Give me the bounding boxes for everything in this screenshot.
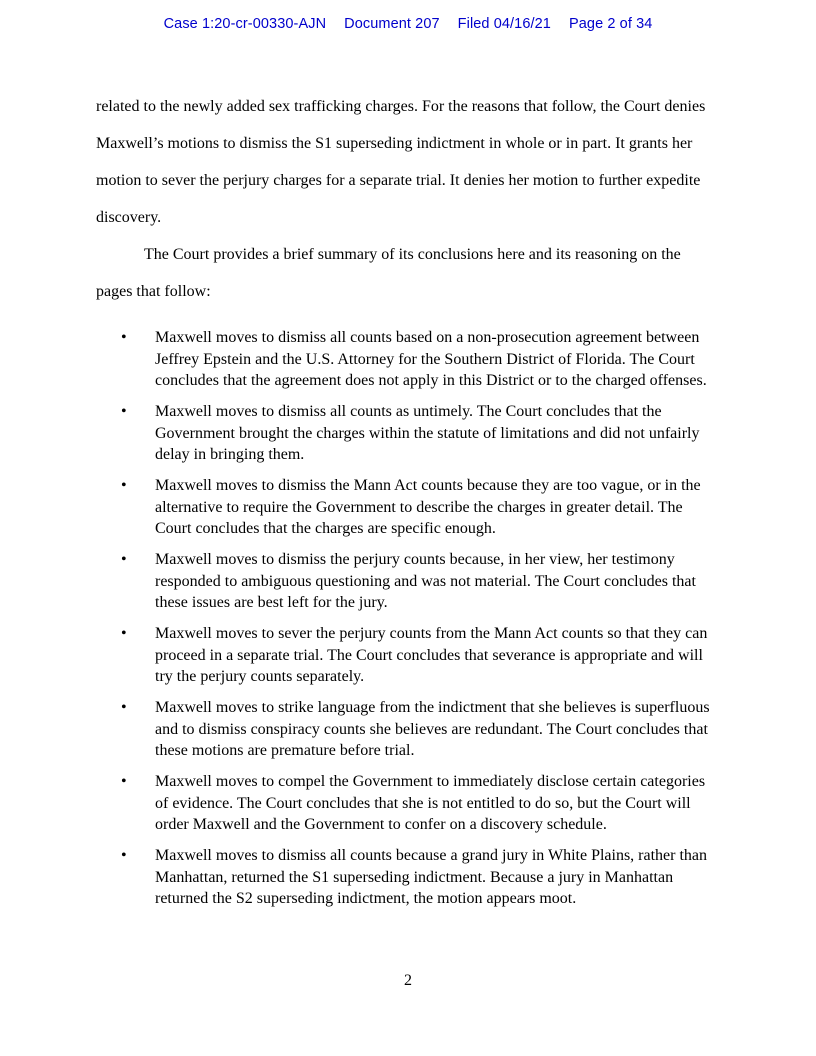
bullet-item-untimely: • Maxwell moves to dismiss all counts as untimely. The Court concludes that the Government brought the charges within the statute of limitations and did not unfairly delay in bringing them. bbox=[96, 401, 714, 466]
bullet-item-mann-act: • Maxwell moves to dismiss the Mann Act counts because they are too vague, or in the alternative to require the Government to describe the charges in greater detail. The Court concludes that the charges are specific enough. bbox=[96, 475, 714, 540]
conclusions-bullet-list bbox=[96, 327, 714, 910]
page-number: 2 bbox=[404, 972, 412, 989]
bullet-item-grand-jury: • Maxwell moves to dismiss all counts because a grand jury in White Plains, rather than Manhattan, returned the S1 superseding indictment. Because a jury in Manhattan returned the S2 superseding indictment, the motion appears moot. bbox=[96, 845, 714, 910]
paragraph-summary-intro: The Court provides a brief summary of its conclusions here and its reasoning on the pages that follow: bbox=[96, 246, 681, 300]
stamp-filed-date: Filed 04/16/21 bbox=[457, 16, 551, 32]
bullet-item-sever: • Maxwell moves to sever the perjury counts from the Mann Act counts so that they can proceed in a separate trial. The Court concludes that severance is appropriate and will try the perjury counts separately. bbox=[96, 623, 714, 688]
stamp-document-number: Document 207 bbox=[344, 16, 440, 32]
bullet-item-perjury-dismiss: • Maxwell moves to dismiss the perjury counts because, in her view, her testimony responded to ambiguous questioning and was not material. The Court concludes that these issues are best left for the jury. bbox=[96, 549, 714, 614]
case-stamp-header bbox=[0, 16, 816, 32]
bullet-item-strike-language: • Maxwell moves to strike language from the indictment that she believes is superfluous and to dismiss conspiracy counts she believes are redundant. The Court concludes that these motions are premature before trial. bbox=[96, 697, 714, 762]
document-body bbox=[96, 88, 714, 919]
stamp-page-count: Page 2 of 34 bbox=[568, 16, 653, 32]
bullet-item-npa: • Maxwell moves to dismiss all counts based on a non-prosecution agreement between Jeffrey Epstein and the U.S. Attorney for the Southern District of Florida. The Court concludes that the agreement does not apply in this District or to the charged offenses. bbox=[96, 327, 714, 392]
paragraph-continuation: related to the newly added sex trafficking charges. For the reasons that follow, the Court denies Maxwell’s motions to dismiss the S1 superseding indictment in whole or in part. It grants her motion to sever the perjury charges for a separate trial. It denies her motion to further expedite discovery. bbox=[96, 98, 706, 226]
bullet-item-compel-disclosure: • Maxwell moves to compel the Government to immediately disclose certain categories of evidence. The Court concludes that she is not entitled to do so, but the Court will order Maxwell and the Government to confer on a discovery schedule. bbox=[96, 771, 714, 836]
stamp-case-number: Case 1:20-cr-00330-AJN bbox=[163, 16, 327, 32]
